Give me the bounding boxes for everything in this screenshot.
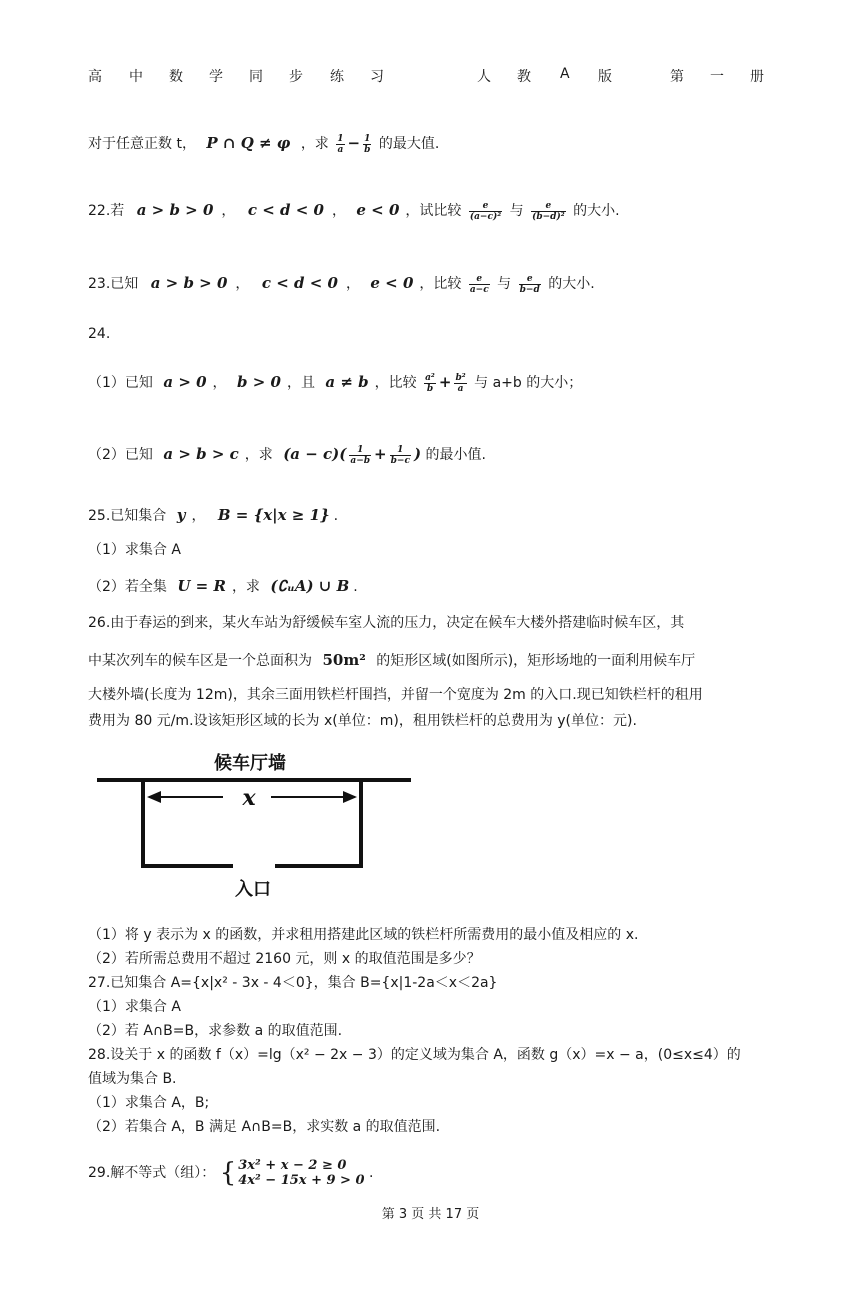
question-23 bbox=[88, 273, 595, 295]
math-expr: (a − c)( bbox=[283, 445, 347, 463]
math-expr: y bbox=[176, 506, 186, 524]
question-28-line-2: 值域为集合 B. bbox=[88, 1071, 177, 1087]
text: ，求 bbox=[231, 579, 260, 595]
length-label: x bbox=[242, 785, 256, 811]
math-expr: b > 0 bbox=[237, 373, 281, 391]
math-expr: (∁ᵤA) ∪ B bbox=[270, 577, 350, 595]
question-22 bbox=[88, 200, 620, 222]
text: 的矩形区域(如图所示)，矩形场地的一面利用候车厅 bbox=[376, 653, 696, 669]
math-op: + bbox=[438, 373, 452, 391]
fraction: $\frac{1}{a}$ bbox=[337, 133, 344, 155]
question-24-part-1 bbox=[88, 372, 582, 394]
fraction: $\frac{e}{b-d}$ bbox=[519, 273, 540, 295]
math-expr: a > 0 bbox=[163, 373, 207, 391]
math-op: + bbox=[374, 445, 387, 463]
question-24-number: 24. bbox=[88, 326, 111, 342]
fraction: $\frac{1}{a-b}$ bbox=[350, 444, 371, 466]
text: 25.已知集合 bbox=[88, 508, 167, 524]
fraction: $\frac{\text{a²}}{b}$ bbox=[425, 372, 435, 394]
fraction: $\frac{e}{\text{(a−c)²}}$ bbox=[469, 200, 502, 222]
question-27: 27.已知集合 A={x|x² - 3x - 4＜0}，集合 B={x|1-2a＜x＜2a} bbox=[88, 975, 498, 991]
question-29 bbox=[88, 1158, 373, 1188]
text: 22.若 bbox=[88, 203, 125, 219]
header-char: 一 bbox=[710, 69, 724, 85]
math-op: − bbox=[347, 134, 361, 152]
text: （2）若全集 bbox=[88, 579, 167, 595]
entrance-label: 入口 bbox=[235, 879, 271, 900]
math-expr: P ∩ Q ≠ φ bbox=[206, 134, 291, 152]
question-28-part-2: （2）若集合 A，B 满足 A∩B=B，求实数 a 的取值范围. bbox=[88, 1119, 441, 1135]
text: ， bbox=[212, 375, 227, 391]
math-expr: a > b > 0 bbox=[150, 274, 228, 292]
text: 的最小值. bbox=[425, 447, 486, 463]
header-char: 中 bbox=[129, 69, 143, 85]
text: （1）已知 bbox=[88, 375, 153, 391]
fraction: $\frac{e}{a-c}$ bbox=[469, 273, 489, 295]
question-26-line-3: 大楼外墙(长度为 12m)，其余三面用铁栏杆围挡，并留一个宽度为 2m 的入口.现已知铁栏杆的租用 bbox=[88, 687, 703, 703]
header-char: 人 bbox=[477, 69, 491, 85]
text: 的最大值. bbox=[378, 136, 440, 152]
fraction: $\frac{1}{b-c}$ bbox=[390, 444, 410, 466]
header-char: 版 bbox=[598, 69, 612, 85]
math-expr: a > b > 0 bbox=[136, 201, 214, 219]
question-25-part-2 bbox=[88, 576, 358, 597]
question-26-line-2 bbox=[88, 650, 695, 671]
question-26-line-4: 费用为 80 元/m.设该矩形区域的长为 x(单位：m)，租用铁栏杆的总费用为 y(单位：元). bbox=[88, 713, 637, 729]
question-28-part-1: （1）求集合 A，B; bbox=[88, 1095, 210, 1111]
wall-label: 候车厅墙 bbox=[214, 753, 286, 774]
text: ， bbox=[235, 276, 250, 292]
page-number: 第 3 页 共 17 页 bbox=[381, 1207, 480, 1222]
question-25 bbox=[88, 505, 338, 526]
math-expr: 50m² bbox=[322, 651, 366, 669]
fraction: $\frac{e}{\text{(b−d)²}}$ bbox=[532, 200, 565, 222]
question-24-part-2 bbox=[88, 444, 486, 466]
brace: { bbox=[219, 1158, 237, 1188]
math-expr: e < 0 bbox=[356, 201, 400, 219]
text: ，求 bbox=[244, 447, 273, 463]
header-char: 练 bbox=[330, 69, 344, 85]
inequality-system: 3x² + x − 2 ≥ 0 4x² − 15x + 9 > 0 bbox=[238, 1158, 365, 1188]
question-26-part-2: （2）若所需总费用不超过 2160 元，则 x 的取值范围是多少？ bbox=[88, 951, 481, 967]
header-char: 习 bbox=[370, 69, 384, 85]
question-25-part-1: （1）求集合 A bbox=[88, 542, 181, 558]
fraction: $\frac{\text{b²}}{a}$ bbox=[455, 372, 466, 394]
question-21-continuation bbox=[88, 133, 439, 155]
math-expr: e < 0 bbox=[370, 274, 414, 292]
text: ，试比较 bbox=[405, 203, 462, 219]
text: ， bbox=[191, 508, 206, 524]
text: ， bbox=[221, 203, 236, 219]
header-char: 步 bbox=[289, 69, 303, 85]
arrowhead-right bbox=[343, 791, 357, 803]
header-char: 高 bbox=[88, 69, 102, 85]
math-expr: c < d < 0 bbox=[247, 201, 324, 219]
text: ，且 bbox=[286, 375, 315, 391]
header-char: 数 bbox=[169, 69, 183, 85]
text: 与 bbox=[497, 276, 512, 292]
question-28-line-1: 28.设关于 x 的函数 f（x）=lg（x² − 2x − 3）的定义域为集合 A，函数 g（x）=x − a，(0≤x≤4）的 bbox=[88, 1047, 741, 1063]
math-expr: a > b > c bbox=[163, 445, 239, 463]
text: 与 a+b 的大小； bbox=[474, 375, 583, 391]
text: ，比较 bbox=[419, 276, 462, 292]
question-26-line-1: 26.由于春运的到来，某火车站为舒缓候车室人流的压力，决定在候车大楼外搭建临时候车区，其 bbox=[88, 615, 685, 631]
text: ，求 bbox=[300, 136, 329, 152]
header-char: 册 bbox=[750, 69, 764, 85]
text: 29.解不等式（组）： bbox=[88, 1165, 216, 1181]
header-char: 同 bbox=[249, 69, 263, 85]
text: 与 bbox=[509, 203, 524, 219]
text: . bbox=[333, 508, 339, 524]
text: 的大小. bbox=[548, 276, 595, 292]
question-26-part-1: （1）将 y 表示为 x 的函数，并求租用搭建此区域的铁栏杆所需费用的最小值及相应的 x. bbox=[88, 927, 639, 943]
arrowhead-left bbox=[147, 791, 161, 803]
text: 的大小. bbox=[573, 203, 620, 219]
text: . bbox=[368, 1165, 374, 1181]
math-expr: c < d < 0 bbox=[261, 274, 338, 292]
header-char: 教 bbox=[517, 69, 531, 85]
header-char: A bbox=[560, 66, 570, 82]
waiting-area-diagram bbox=[95, 745, 415, 905]
fraction: $\frac{1}{b}$ bbox=[364, 133, 371, 155]
text: 中某次列车的候车区是一个总面积为 bbox=[88, 653, 312, 669]
text: ，比较 bbox=[374, 375, 417, 391]
header-char: 学 bbox=[209, 69, 223, 85]
text: ， bbox=[331, 203, 346, 219]
text: 对于任意正数 t， bbox=[88, 136, 196, 152]
math-expr: a ≠ b bbox=[325, 373, 369, 391]
math-expr: B = {x|x ≥ 1} bbox=[217, 506, 330, 524]
question-27-part-2: （2）若 A∩B=B，求参数 a 的取值范围. bbox=[88, 1023, 343, 1039]
text: . bbox=[353, 579, 358, 595]
text: 23.已知 bbox=[88, 276, 139, 292]
question-27-part-1: （1）求集合 A bbox=[88, 999, 181, 1015]
header-char: 第 bbox=[670, 69, 684, 85]
math-expr: U = R bbox=[177, 577, 226, 595]
math-expr: ) bbox=[413, 445, 422, 463]
text: ， bbox=[345, 276, 360, 292]
text: （2）已知 bbox=[88, 447, 153, 463]
